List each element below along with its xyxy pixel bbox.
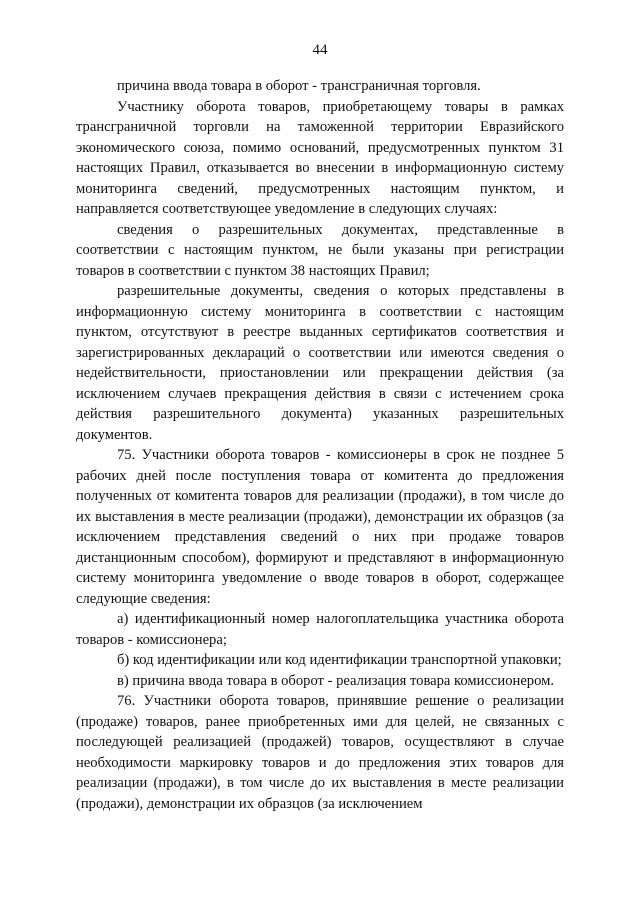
paragraph-clause-76: 76. Участники оборота товаров, принявшие решение о реализации (продаже) товаров, ранее приобретенных ими для целей, не связанных с последующей реализацией (продажей) товаров, осуществляют в случае необходимости маркировку товаров и до предложения этих товаров для реализации (продажи), в том числе до их выставления в месте реализации (продажи), демонстрации их образцов (за исключением (76, 693, 564, 812)
paragraph-refusal-intro: Участнику оборота товаров, приобретающему товары в рамках трансграничной торговли на таможенной территории Евразийского экономического союза, помимо оснований, предусмотренных пунктом 31 настоящих Правил, отказывается во внесении в информационную систему мониторинга сведений, предусмотренных настоящим пунктом, и направляется соответствующее уведомление в следующих случаях: (76, 98, 564, 217)
paragraph-clause-75-b: б) код идентификации или код идентификации транспортной упаковки; (117, 652, 562, 668)
paragraph-refusal-case-2: разрешительные документы, сведения о которых представлены в информационную систему мониторинга в соответствии с настоящим пунктом, отсутствуют в реестре выданных сертификатов соответствия и зарегистрированных деклараций о соответствии или имеются сведения о недействительности, приостановлении или прекращении действия (за исключением случаев прекращения действия в связи с истечением срока действия разрешительного документа) указанных разрешительных документов. (76, 283, 564, 443)
page-number: 44 (312, 42, 328, 58)
document-body (76, 76, 564, 814)
paragraph-clause-75-a: а) идентификационный номер налогоплательщика участника оборота товаров - комиссионера; (76, 611, 564, 648)
paragraph-clause-75: 75. Участники оборота товаров - комиссионеры в срок не позднее 5 рабочих дней после поступления товара от комитента до предложения полученных от комитента товаров для реализации (продажи), в том числе до их выставления в месте реализации (продажи), демонстрации их образцов (за исключением представления сведений о них при продаже товаров дистанционным способом), формируют и представляют в информационную систему мониторинга уведомление о вводе товаров в оборот, содержащее следующие сведения: (76, 447, 564, 607)
paragraph-clause-75-c: в) причина ввода товара в оборот - реализация товара комиссионером. (117, 672, 554, 689)
paragraph-cross-border-reason: причина ввода товара в оборот - трансграничная торговля. (117, 78, 481, 94)
paragraph-refusal-case-1: сведения о разрешительных документах, представленные в соответствии с настоящим пунктом, не были указаны при регистрации товаров в соответствии с пунктом 38 настоящих Правил; (76, 221, 564, 279)
